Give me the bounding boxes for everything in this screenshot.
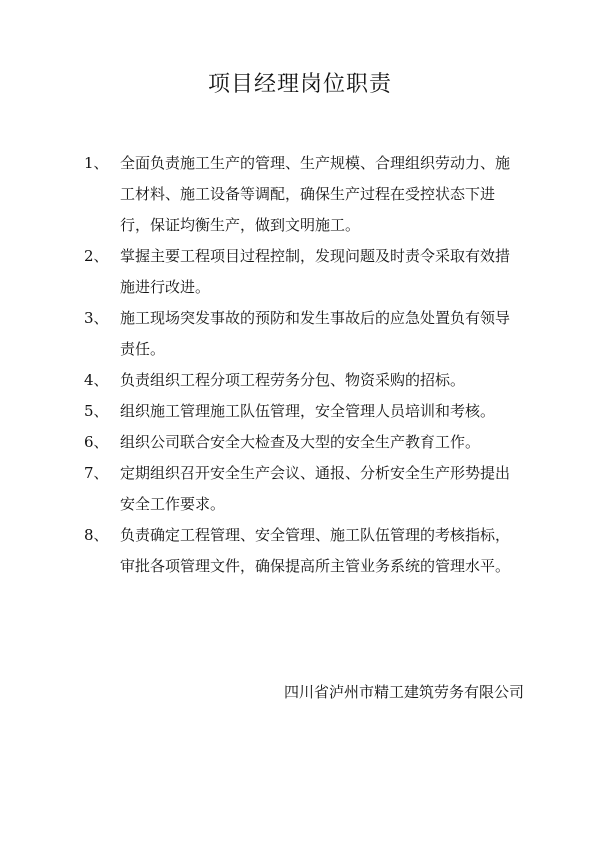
duty-item: [84, 520, 524, 582]
duty-item: [84, 396, 524, 427]
duty-text: 全面负责施工生产的管理、生产规模、合理组织劳动力、施工材料、施工设备等调配，确保生产过程在受控状态下进行，保证均衡生产，做到文明施工。: [120, 154, 511, 234]
duty-item: [84, 427, 524, 458]
duty-number: 7、: [84, 464, 109, 482]
duty-text: 组织公司联合安全大检查及大型的安全生产教育工作。: [120, 433, 481, 451]
duty-number: 3、: [84, 309, 109, 327]
duty-text: 负责组织工程分项工程劳务分包、物资采购的招标。: [120, 371, 466, 389]
duty-item: [84, 241, 524, 303]
duty-text: 负责确定工程管理、安全管理、施工队伍管理的考核指标，审批各项管理文件，确保提高所主管业务系统的管理水平。: [120, 526, 511, 575]
duty-number: 6、: [84, 433, 109, 451]
duty-item: [84, 148, 524, 241]
duty-number: 5、: [84, 402, 109, 420]
duty-text: 组织施工管理施工队伍管理，安全管理人员培训和考核。: [120, 402, 496, 420]
page-title: 项目经理岗位职责: [207, 72, 392, 97]
duty-list: [84, 148, 524, 582]
duty-text: 定期组织召开安全生产会议、通报、分析安全生产形势提出安全工作要求。: [120, 464, 511, 513]
duty-item: [84, 303, 524, 365]
duty-item: [84, 365, 524, 396]
company-signature: 四川省泸州市精工建筑劳务有限公司: [283, 683, 524, 701]
duty-text: 施工现场突发事故的预防和发生事故后的应急处置负有领导责任。: [120, 309, 511, 358]
duty-number: 4、: [84, 371, 109, 389]
duty-number: 2、: [84, 247, 109, 265]
duty-number: 8、: [84, 526, 109, 544]
duty-text: 掌握主要工程项目过程控制，发现问题及时责令采取有效措施进行改进。: [120, 247, 511, 296]
duty-item: [84, 458, 524, 520]
duty-number: 1、: [84, 154, 109, 172]
